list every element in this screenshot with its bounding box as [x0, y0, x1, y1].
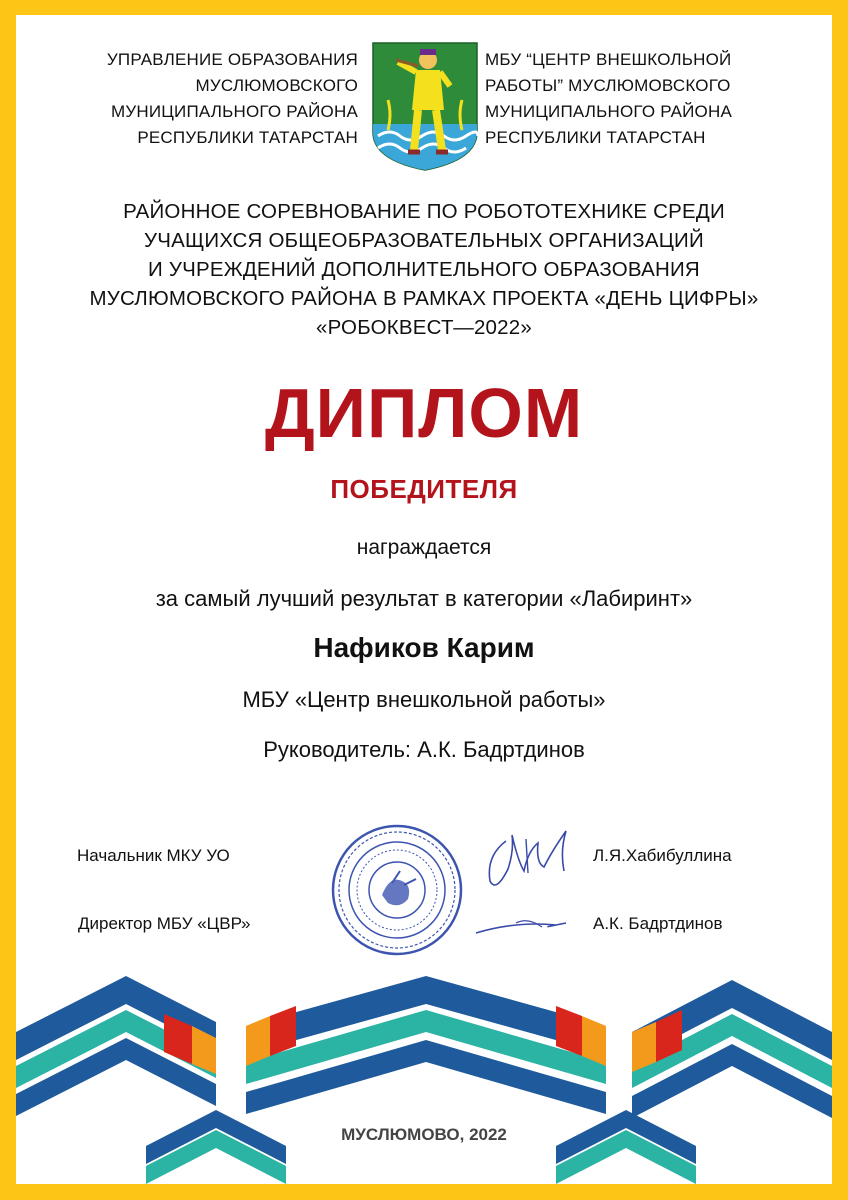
ornament-chevron: [16, 976, 216, 1116]
event-title: [36, 197, 812, 342]
event-title-line: И УЧРЕЖДЕНИЙ ДОПОЛНИТЕЛЬНОГО ОБРАЗОВАНИЯ: [148, 258, 700, 281]
coat-of-arms-icon: [370, 40, 480, 172]
stamp-icon: [330, 823, 464, 957]
right-organization: [485, 47, 805, 151]
left-org-line: МУНИЦИПАЛЬНОГО РАЙОНА: [111, 102, 358, 121]
diploma-inner: [16, 15, 832, 1184]
right-org-line: МУНИЦИПАЛЬНОГО РАЙОНА: [485, 102, 732, 121]
awarded-text: награждается: [356, 536, 492, 559]
diploma-subtitle: ПОБЕДИТЕЛЯ: [330, 474, 518, 504]
signer-role-1: Начальник МКУ УО: [77, 846, 230, 865]
award-reason: за самый лучший результат в категории «Лабиринт»: [155, 586, 693, 611]
ornament-pattern: [16, 970, 832, 1184]
signer-role-2: Директор МБУ «ЦВР»: [78, 914, 251, 933]
ornament-chevron-small: [556, 1110, 696, 1184]
event-title-line: МУСЛЮМОВСКОГО РАЙОНА В РАМКАХ ПРОЕКТА «ДЕНЬ ЦИФРЫ»: [89, 287, 759, 310]
ornament-chevron-small: [146, 1110, 286, 1184]
left-org-line: МУСЛЮМОВСКОГО: [195, 76, 358, 95]
footer-place-year: МУСЛЮМОВО, 2022: [341, 1125, 507, 1144]
right-org-line: МБУ “ЦЕНТР ВНЕШКОЛЬНОЙ: [485, 50, 732, 69]
signature-icon: [456, 811, 586, 941]
winner-name: Нафиков Карим: [313, 632, 535, 663]
winner-organization: МБУ «Центр внешкольной работы»: [242, 687, 606, 712]
event-title-line: «РОБОКВЕСТ—2022»: [316, 316, 532, 339]
left-organization: [44, 47, 358, 151]
event-title-line: УЧАЩИХСЯ ОБЩЕОБРАЗОВАТЕЛЬНЫХ ОРГАНИЗАЦИЙ: [144, 229, 704, 252]
left-org-line: РЕСПУБЛИКИ ТАТАРСТАН: [137, 128, 358, 147]
left-org-line: УПРАВЛЕНИЕ ОБРАЗОВАНИЯ: [106, 50, 358, 69]
leader-line: Руководитель: А.К. Бадртдинов: [263, 737, 585, 762]
ornament-chevron: [632, 980, 832, 1118]
signer-name-2: А.К. Бадртдинов: [593, 914, 723, 933]
right-org-line: РАБОТЫ” МУСЛЮМОВСКОГО: [485, 76, 731, 95]
diploma-title: ДИПЛОМ: [264, 374, 584, 452]
right-org-line: РЕСПУБЛИКИ ТАТАРСТАН: [485, 128, 706, 147]
event-title-line: РАЙОННОЕ СОРЕВНОВАНИЕ ПО РОБОТОТЕХНИКЕ СРЕДИ: [123, 200, 725, 223]
ornament-chevron: [246, 976, 606, 1114]
signer-name-1: Л.Я.Хабибуллина: [593, 846, 732, 865]
